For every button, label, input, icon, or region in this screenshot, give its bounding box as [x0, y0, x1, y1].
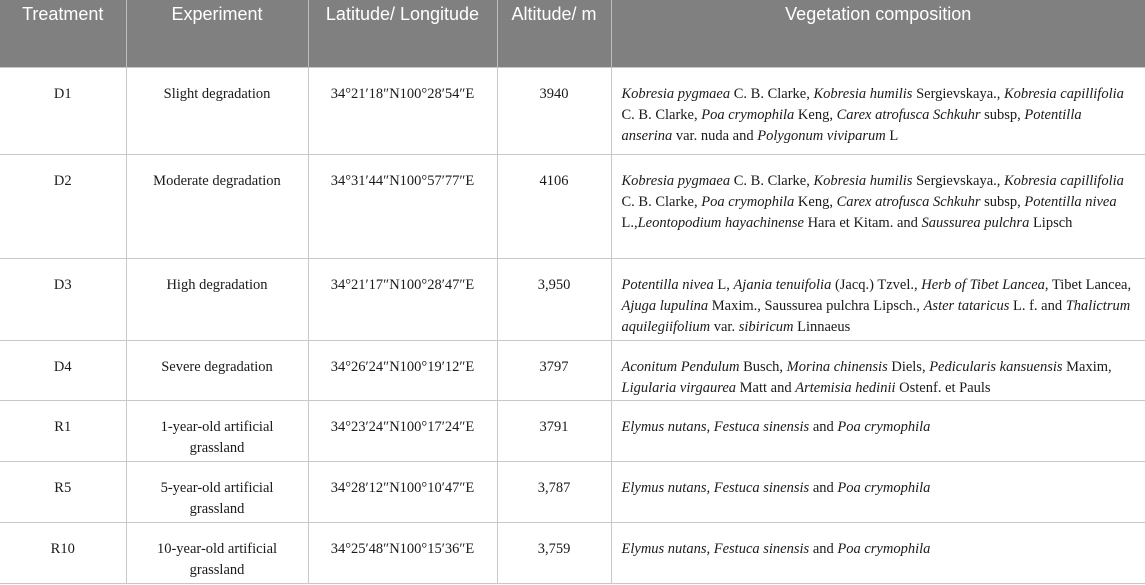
species-name: Poa crymophila — [701, 106, 795, 123]
table-row — [0, 522, 1145, 583]
cell-experiment: 10-year-old artificial grassland — [126, 522, 308, 583]
cell-experiment: Moderate degradation — [126, 154, 308, 258]
species-name: Saussurea pulchra — [921, 214, 1030, 231]
species-name: Kobresia pygmaea — [621, 172, 731, 189]
species-name: Kobresia humilis — [813, 85, 913, 102]
species-name: Herb of Tibet Lancea — [921, 276, 1045, 293]
species-name: Aconitum Pendulum — [621, 358, 740, 375]
cell-vegetation: Elymus nutans, Festuca sinensis and Poa crymophila — [611, 461, 1145, 522]
cell-treatment: D1 — [0, 67, 126, 154]
species-name: Ligularia virgaurea — [621, 379, 737, 396]
cell-vegetation: Kobresia pygmaea C. B. Clarke, Kobresia humilis Sergievskaya., Kobresia capillifolia C. B. Clarke, Poa crymophila Keng, Carex atrofusca Schkuhr subsp, Potentilla anserina var. nuda and Polygonum viviparum L — [611, 67, 1145, 154]
cell-altitude: 3,759 — [497, 522, 611, 583]
cell-coords: 34°26′24″N100°19′12″E — [308, 340, 497, 400]
cell-altitude: 3,787 — [497, 461, 611, 522]
species-name: Carex atrofusca Schkuhr — [836, 106, 981, 123]
cell-altitude: 3791 — [497, 400, 611, 461]
cell-altitude: 4106 — [497, 154, 611, 258]
cell-coords: 34°21′17″N100°28′47″E — [308, 258, 497, 340]
cell-experiment: 5-year-old artificial grassland — [126, 461, 308, 522]
table-row — [0, 461, 1145, 522]
table-row — [0, 258, 1145, 340]
species-name: Ajania tenuifolia — [733, 276, 832, 293]
cell-treatment: D4 — [0, 340, 126, 400]
species-name: Potentilla nivea — [621, 276, 714, 293]
cell-coords: 34°21′18″N100°28′54″E — [308, 67, 497, 154]
species-name: Poa crymophila — [837, 418, 931, 435]
cell-vegetation: Aconitum Pendulum Busch, Morina chinensis Diels, Pedicularis kansuensis Maxim, Ligularia virgaurea Matt and Artemisia hedinii Ostenf. et Pauls — [611, 340, 1145, 400]
table-row — [0, 67, 1145, 154]
header-row — [0, 0, 1145, 67]
cell-coords: 34°25′48″N100°15′36″E — [308, 522, 497, 583]
cell-experiment: Severe degradation — [126, 340, 308, 400]
header-treatment: Treatment — [0, 0, 126, 67]
cell-treatment: R10 — [0, 522, 126, 583]
cell-vegetation: Kobresia pygmaea C. B. Clarke, Kobresia humilis Sergievskaya., Kobresia capillifolia C. B. Clarke, Poa crymophila Keng, Carex atrofusca Schkuhr subsp, Potentilla nivea L.,Leontopodium hayachinense Hara et Kitam. and Saussurea pulchra Lipsch — [611, 154, 1145, 258]
species-name: Morina chinensis — [786, 358, 888, 375]
cell-coords: 34°31′44″N100°57′77″E — [308, 154, 497, 258]
species-name: Artemisia hedinii — [795, 379, 896, 396]
species-name: Pedicularis kansuensis — [929, 358, 1063, 375]
header-altitude: Altitude/ m — [497, 0, 611, 67]
table-row — [0, 400, 1145, 461]
header-experiment: Experiment — [126, 0, 308, 67]
species-name: Poa crymophila — [701, 193, 795, 210]
table-row — [0, 154, 1145, 258]
cell-vegetation: Potentilla nivea L, Ajania tenuifolia (Jacq.) Tzvel., Herb of Tibet Lancea, Tibet Lancea, Ajuga lupulina Maxim., Saussurea pulchra Lipsch., Aster tataricus L. f. and Thalictrum aquilegiifolium var. sibiricum Linnaeus — [611, 258, 1145, 340]
species-name: Kobresia capillifolia — [1004, 85, 1124, 102]
cell-coords: 34°23′24″N100°17′24″E — [308, 400, 497, 461]
cell-treatment: R5 — [0, 461, 126, 522]
cell-treatment: R1 — [0, 400, 126, 461]
species-name: Elymus nutans, Festuca sinensis — [621, 479, 810, 496]
species-name: Elymus nutans, Festuca sinensis — [621, 418, 810, 435]
species-name: Kobresia humilis — [813, 172, 913, 189]
species-name: Poa crymophila — [837, 479, 931, 496]
cell-treatment: D3 — [0, 258, 126, 340]
species-name: Carex atrofusca Schkuhr — [836, 193, 981, 210]
cell-altitude: 3940 — [497, 67, 611, 154]
cell-altitude: 3797 — [497, 340, 611, 400]
species-name: Thalictrum aquilegiifolium — [621, 297, 1131, 335]
cell-experiment: High degradation — [126, 258, 308, 340]
cell-experiment: Slight degradation — [126, 67, 308, 154]
cell-treatment: D2 — [0, 154, 126, 258]
species-name: Polygonum viviparum — [757, 127, 886, 144]
header-lat-long: Latitude/ Longitude — [308, 0, 497, 67]
cell-vegetation: Elymus nutans, Festuca sinensis and Poa crymophila — [611, 400, 1145, 461]
cell-experiment: 1-year-old artificial grassland — [126, 400, 308, 461]
species-name: Leontopodium hayachinense — [637, 214, 804, 231]
species-name: Aster tataricus — [923, 297, 1010, 314]
species-name: Potentilla anserina — [621, 106, 1082, 144]
species-name: Kobresia capillifolia — [1004, 172, 1124, 189]
cell-altitude: 3,950 — [497, 258, 611, 340]
species-name: Ajuga lupulina — [621, 297, 709, 314]
species-name: Kobresia pygmaea — [621, 85, 731, 102]
header-vegetation: Vegetation composition — [611, 0, 1145, 67]
cell-vegetation: Elymus nutans, Festuca sinensis and Poa crymophila — [611, 522, 1145, 583]
species-name: Potentilla nivea — [1024, 193, 1117, 210]
table-row — [0, 340, 1145, 400]
species-name: Poa crymophila — [837, 540, 931, 557]
species-name: sibiricum — [738, 318, 794, 335]
species-name: Elymus nutans, Festuca sinensis — [621, 540, 810, 557]
cell-coords: 34°28′12″N100°10′47″E — [308, 461, 497, 522]
